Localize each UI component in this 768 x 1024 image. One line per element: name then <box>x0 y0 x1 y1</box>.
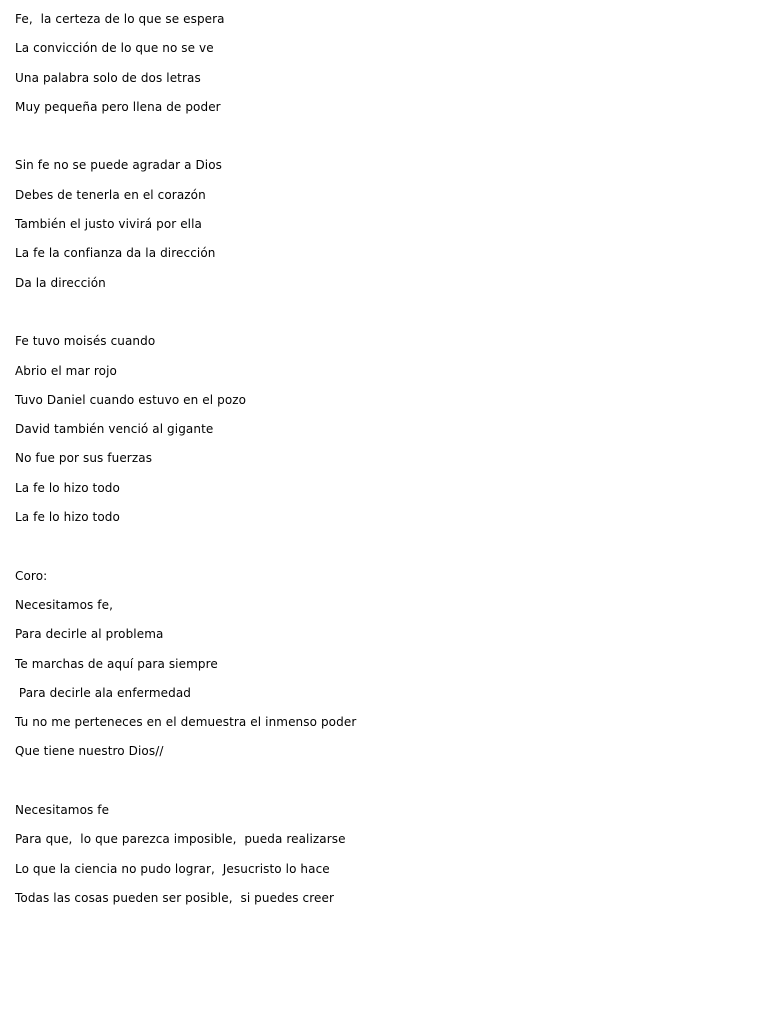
lyric-line: Sin fe no se puede agradar a Dios <box>15 158 223 173</box>
lyric-line: Fe, la certeza de lo que se espera <box>15 12 225 26</box>
lyric-line: Para decirle al problema <box>15 627 164 642</box>
stanza <box>15 157 755 290</box>
stanza-spacer <box>15 538 755 567</box>
lyric-line: La fe la confianza da la dirección <box>15 246 216 261</box>
lyric-line: Una palabra solo de dos letras <box>15 70 201 85</box>
lyric-line: No fue por sus fuerzas <box>15 451 153 466</box>
lyric-line: Que tiene nuestro Dios// <box>15 744 164 759</box>
lyric-line: La fe lo hizo todo <box>15 510 120 525</box>
lyric-line: Debes de tenerla en el corazón <box>15 187 206 202</box>
lyric-line: Para que, lo que parezca imposible, pueda realizarse <box>15 832 346 847</box>
lyric-line: La convicción de lo que no se ve <box>15 41 214 56</box>
lyric-line: Fe tuvo moisés cuando <box>15 334 156 349</box>
lyric-line: Necesitamos fe <box>15 803 110 818</box>
lyric-line: Lo que la ciencia no pudo lograr, Jesucristo lo hace <box>15 861 330 876</box>
lyric-line: Necesitamos fe, <box>15 597 114 612</box>
chorus-heading: Coro: <box>15 568 48 583</box>
lyric-line: También el justo vivirá por ella <box>15 217 203 232</box>
stanza-spacer <box>15 304 755 333</box>
lyric-line: Da la dirección <box>15 275 106 290</box>
lyric-line: Todas las cosas pueden ser posible, si puedes creer <box>15 890 335 905</box>
document-page <box>15 11 755 919</box>
stanza-spacer <box>15 128 755 157</box>
stanza <box>15 802 755 906</box>
lyric-line: David también venció al gigante <box>15 422 214 437</box>
lyric-line: Te marchas de aquí para siempre <box>15 656 218 671</box>
stanza <box>15 333 755 525</box>
lyric-line: Para decirle ala enfermedad <box>15 685 191 700</box>
stanza-chorus <box>15 568 755 760</box>
lyric-line: Muy pequeña pero llena de poder <box>15 99 221 114</box>
stanza <box>15 11 755 115</box>
lyric-line: Tuvo Daniel cuando estuvo en el pozo <box>15 392 247 407</box>
lyric-line: La fe lo hizo todo <box>15 480 120 495</box>
lyric-line: Tu no me perteneces en el demuestra el inmenso poder <box>15 715 357 730</box>
lyric-line: Abrio el mar rojo <box>15 363 117 378</box>
stanza-spacer <box>15 773 755 802</box>
